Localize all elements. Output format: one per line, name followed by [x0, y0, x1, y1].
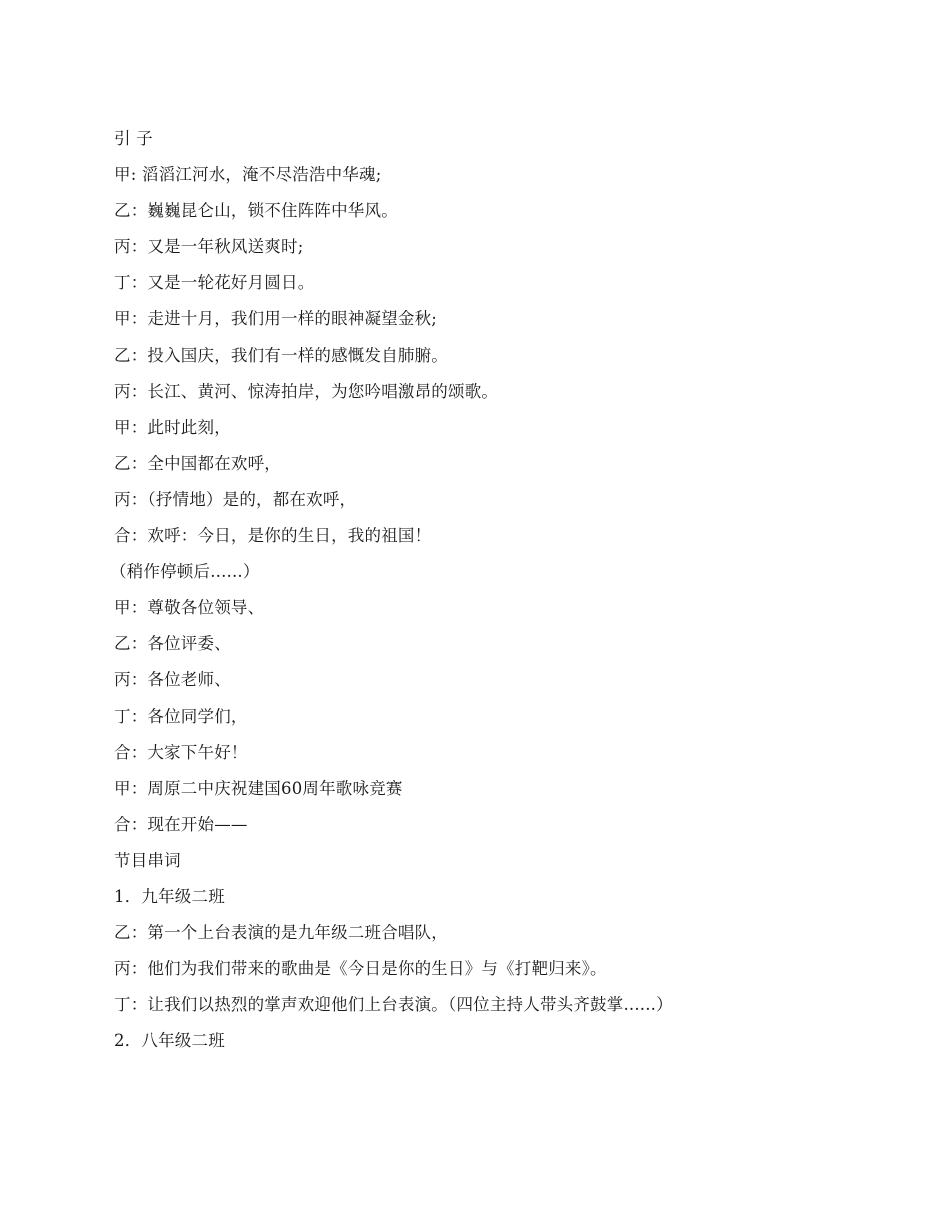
- script-line: 丁：让我们以热烈的掌声欢迎他们上台表演。（四位主持人带头齐鼓掌......）: [114, 995, 673, 1015]
- script-line: 乙：全中国都在欢呼，: [114, 453, 281, 473]
- script-line: 丙：（抒情地）是的，都在欢呼，: [114, 489, 357, 509]
- section-heading-program: 节目串词: [114, 850, 181, 870]
- program-item-heading: 1．九年级二班: [114, 886, 225, 906]
- script-line: 合：欢呼：今日，是你的生日，我的祖国！: [114, 526, 432, 546]
- script-line: 合：大家下午好！: [114, 742, 248, 762]
- script-line: 甲：走进十月，我们用一样的眼神凝望金秋;: [114, 309, 438, 329]
- section-heading-intro: 引 子: [114, 129, 153, 148]
- script-line: 丙：他们为我们带来的歌曲是《今日是你的生日》与《打靶归来》。: [114, 959, 607, 979]
- script-line: 丙：各位老师、: [114, 670, 231, 690]
- script-line: 甲：周原二中庆祝建国60周年歌咏竞赛: [114, 778, 403, 798]
- script-line: 甲: 滔滔江河水，淹不尽浩浩中华魂;: [114, 165, 382, 185]
- document-body: [110, 121, 874, 1059]
- script-line: 丙：长江、黄河、惊涛拍岸，为您吟唱激昂的颂歌。: [114, 381, 499, 401]
- script-line: 乙：巍巍昆仑山，锁不住阵阵中华风。: [114, 201, 398, 221]
- script-line: 丙：又是一年秋风送爽时;: [114, 237, 304, 257]
- script-line: 丁：又是一轮花好月圆日。: [114, 273, 315, 293]
- script-line: 乙：第一个上台表演的是九年级二班合唱队，: [114, 923, 448, 943]
- script-line: 甲：此时此刻，: [114, 417, 231, 437]
- script-line: 合：现在开始——: [114, 814, 248, 834]
- script-line: 甲：尊敬各位领导、: [114, 598, 265, 618]
- stage-direction: （稍作停顿后......）: [110, 562, 260, 582]
- script-line: 乙：投入国庆，我们有一样的感慨发自肺腑。: [114, 345, 448, 365]
- program-item-heading: 2．八年级二班: [114, 1031, 225, 1051]
- script-line: 乙：各位评委、: [114, 634, 231, 654]
- script-line: 丁：各位同学们，: [114, 706, 248, 726]
